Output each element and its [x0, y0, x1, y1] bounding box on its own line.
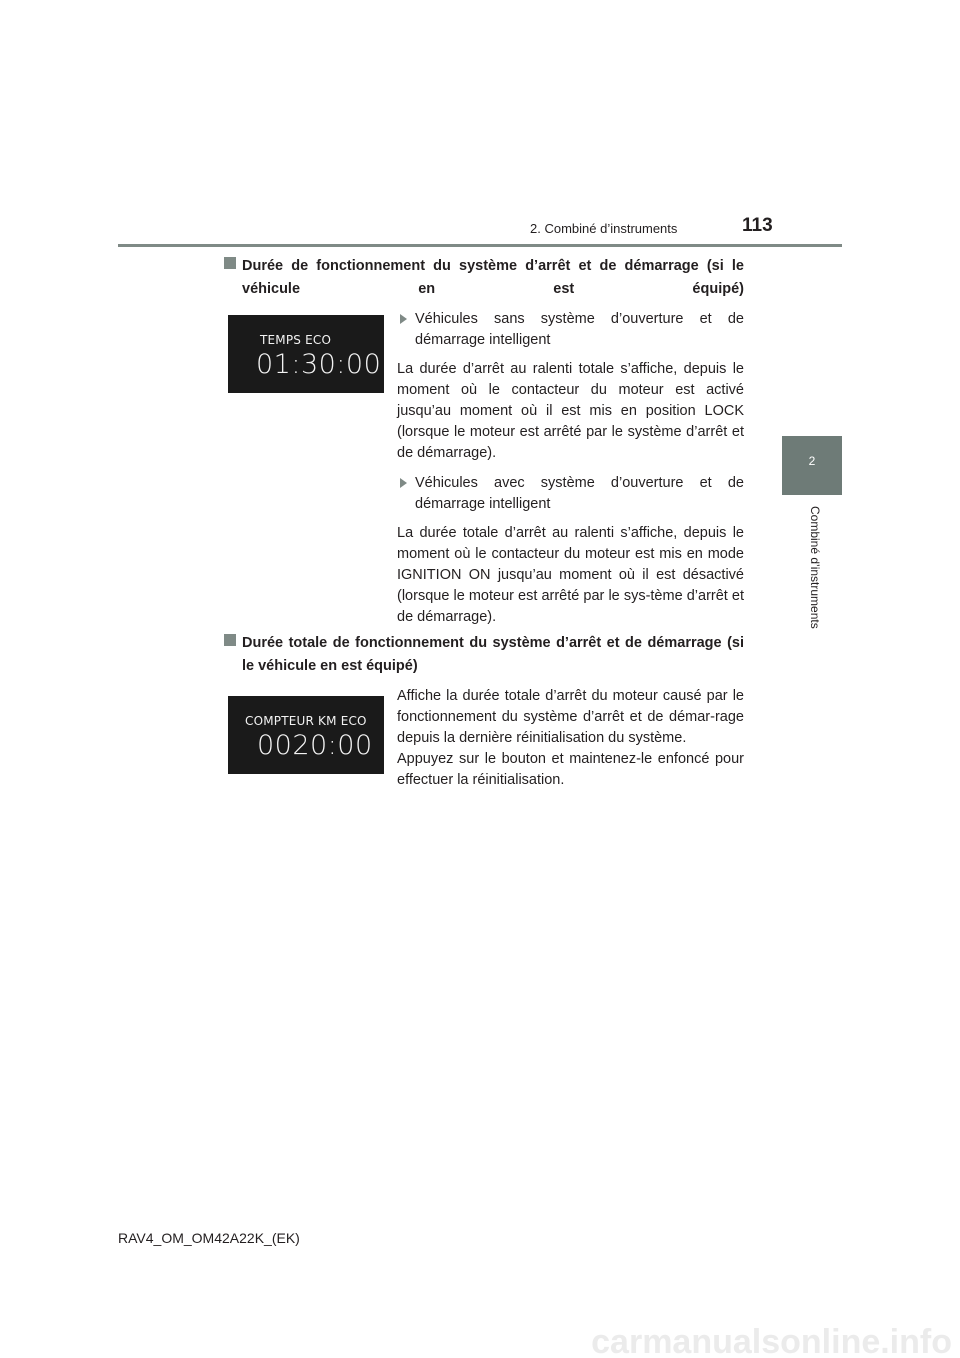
paragraph: Appuyez sur le bouton et maintenez-le enfoncé pour effectuer la réinitialisation. [397, 751, 744, 788]
sub-item-title-line1: Véhicules avec système d’ouverture et de [415, 475, 744, 491]
sub-item-title-line2: démarrage intelligent [415, 332, 551, 348]
eco-display-image [228, 315, 384, 393]
document-code: RAV4_OM_OM42A22K_(EK) [118, 1230, 300, 1246]
header-rule [118, 244, 842, 247]
page-number: 113 [742, 215, 773, 236]
paragraph: La durée d’arrêt au ralenti totale s’affiche, depuis le moment où le contacteur du moteur est activé jusqu’au moment où il est mis en position LOCK (lorsque le moteur est arrêté par le système d’arrêt et de démarrage). [397, 361, 744, 461]
paragraph: La durée totale d’arrêt au ralenti s’affiche, depuis le moment où le contacteur du moteur est mis en mode IGNITION ON jusqu’au moment où il est désactivé (lorsque le moteur est arrêté par le sys-tème d’arrêt et de démarrage). [397, 525, 744, 625]
sub-item-title [415, 309, 744, 351]
chapter-tab [782, 436, 842, 495]
chapter-tab-label: Combiné d’instruments [808, 506, 822, 629]
sub-item-no-smart-key [397, 309, 744, 351]
square-bullet-icon [224, 634, 236, 646]
eco-counter-display-image [228, 696, 384, 774]
triangle-bullet-icon [400, 478, 407, 488]
sub-item-title-line1: Véhicules sans système d’ouverture et de [415, 311, 744, 327]
sub-item-title-line2: démarrage intelligent [415, 496, 551, 512]
eco-counter-display-label: COMPTEUR KM ECO [245, 714, 367, 728]
triangle-bullet-icon [400, 314, 407, 324]
section1-text-column [397, 309, 744, 628]
watermark-text: carmanualsonline.info [591, 1323, 952, 1358]
section-heading-1-text: Durée de fonctionnement du système d’arrêt et de démarrage (si le véhicule en est équipé) [242, 258, 744, 297]
sub-item-title [415, 473, 744, 515]
section-heading-2-text: Durée totale de fonctionnement du système d’arrêt et de démarrage (si le véhicule en est équipé) [242, 635, 744, 674]
paragraph: Affiche la durée totale d’arrêt du moteur causé par le fonctionnement du système d’arrêt et de démar-rage depuis la dernière réinitialisation du système. [397, 688, 744, 746]
eco-display-value: 01:30:00 [256, 349, 382, 380]
chapter-tab-number: 2 [808, 454, 816, 468]
eco-display-label: TEMPS ECO [260, 333, 332, 347]
square-bullet-icon [224, 257, 236, 269]
running-header-section: 2. Combiné d’instruments [530, 221, 678, 236]
section2-text-column [397, 686, 744, 791]
eco-counter-display-value: 0020:00 [257, 730, 373, 761]
sub-item-smart-key [397, 473, 744, 515]
section-heading-2 [224, 632, 744, 678]
section-heading-1 [224, 255, 744, 301]
